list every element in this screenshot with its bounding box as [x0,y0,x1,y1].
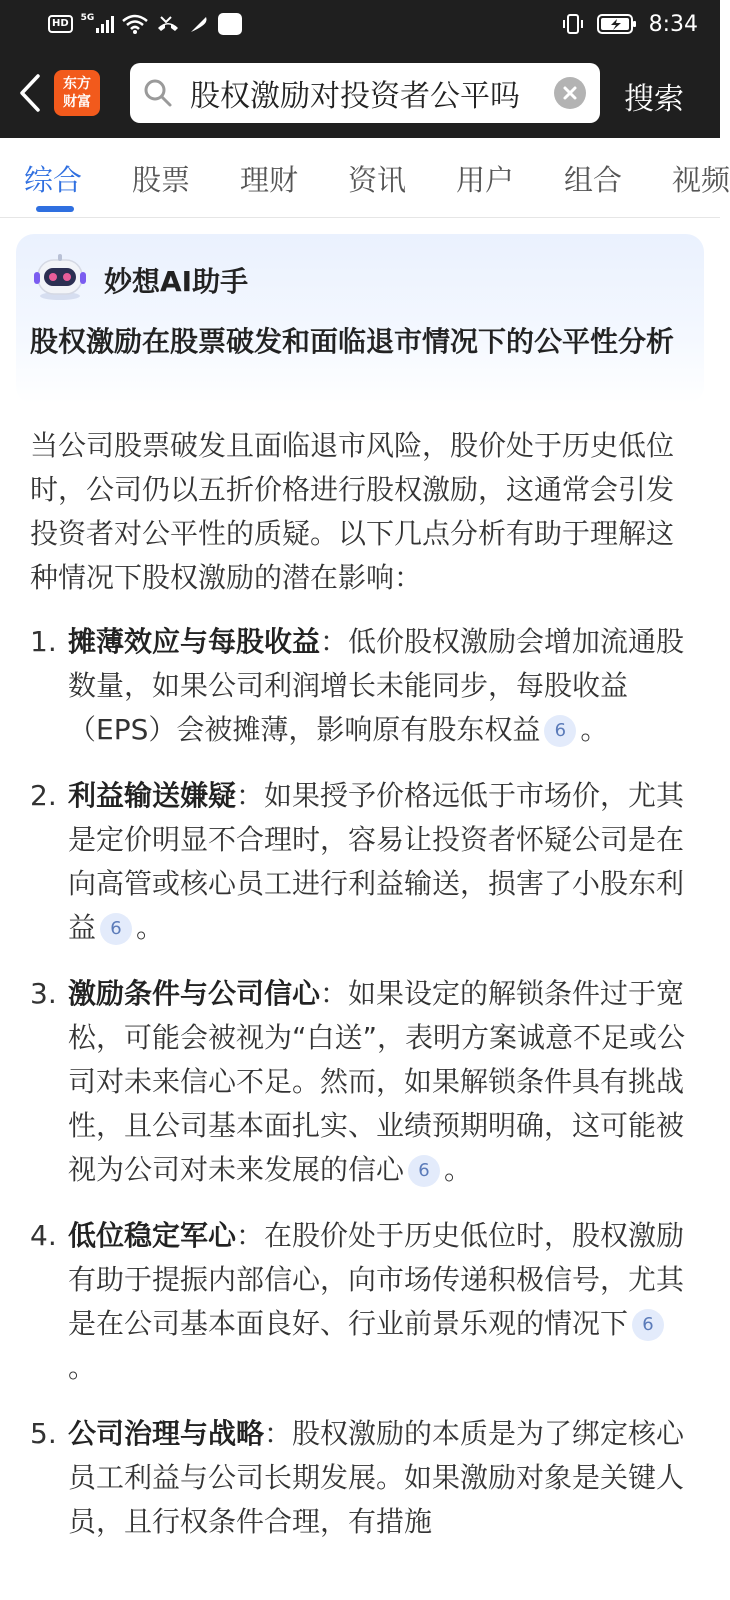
search-query-text[interactable]: 股权激励对投资者公平吗 [190,79,520,114]
network-type-label: 5G [80,13,95,23]
list-item-title: 摊薄效应与每股收益 [68,625,321,658]
list-item-title: 低位稳定军心 [68,1219,237,1252]
list-item [30,774,690,950]
clock: 8:34 [648,11,698,37]
list-item [30,1214,690,1390]
list-item [30,972,690,1192]
tab-comprehensive[interactable]: 综合 [24,163,83,197]
tab-video[interactable]: 视频 [672,163,730,197]
list-item-text: 在股价处于历史低位时，股权激励有助于提振内部信心，向市场传递积极信号，尤其是在公司基本面良好、行业前景乐观的情况下 [68,1219,685,1340]
list-item-title: 公司治理与战略 [68,1417,265,1450]
citation-badge[interactable]: 6 [100,913,132,945]
analysis-list [30,620,690,1566]
status-icons-right [561,10,698,38]
answer-intro: 当公司股票破发且面临退市风险，股价处于历史低位时，公司仍以五折价格进行股权激励，这通常会引发投资者对公平性的质疑。以下几点分析有助于理解这种情况下股权激励的潜在影响： [30,429,675,594]
list-item [30,620,690,752]
tab-users[interactable]: 用户 [456,163,515,197]
list-item-separator: ： [320,625,349,658]
list-item-separator: ： [264,1417,293,1450]
tab-news[interactable]: 资讯 [348,163,407,197]
list-item-text: 低价股权激励会增加流通股数量，如果公司利润增长未能同步，每股收益（EPS）会被摊薄，影响原有股东权益 [68,625,685,746]
citation-badge[interactable]: 6 [544,715,576,747]
tab-stocks[interactable]: 股票 [132,163,191,197]
list-item-separator: ： [236,779,265,812]
wifi-icon [122,14,148,34]
signal-icon [96,15,114,33]
list-item-end: 。 [136,911,165,944]
search-icon [142,77,174,109]
logo-text-line2: 财富 [63,94,91,110]
hd-icon: HD [48,15,73,33]
citation-badge[interactable]: 6 [632,1309,664,1341]
app-logo [54,70,100,116]
logo-text-line1: 东方 [63,76,91,92]
list-item-end: 。 [444,1153,473,1186]
category-tabs [0,138,730,218]
close-icon [562,85,578,101]
vibrate-icon [561,12,585,36]
status-bar [0,0,720,48]
list-item-number: 2. [30,779,57,812]
list-item [30,1412,690,1544]
feather-app-icon [188,14,210,34]
list-item-text: 股权激励的本质是为了绑定核心员工利益与公司长期发展。如果激励对象是关键人员，且行权条件合理，有措施 [68,1417,685,1538]
list-item-number: 5. [30,1417,57,1450]
clear-search-button[interactable] [554,77,586,109]
app-notification-icon [218,13,242,35]
list-item-number: 3. [30,977,57,1010]
active-tab-indicator [36,206,74,212]
chevron-left-icon [18,73,42,113]
ai-robot-avatar-icon [32,252,88,302]
back-button[interactable] [12,70,48,116]
search-input[interactable] [130,63,600,123]
tab-wealth[interactable]: 理财 [240,163,299,197]
list-item-number: 4. [30,1219,57,1252]
battery-icon [597,13,637,35]
list-item-title: 激励条件与公司信心 [68,977,321,1010]
ai-assistant-name: 妙想AI助手 [104,265,249,298]
answer-heading: 股权激励在股票破发和面临退市情况下的公平性分析 [30,325,675,358]
missed-call-icon [156,14,180,34]
list-item-text: 如果设定的解锁条件过于宽松，可能会被视为“白送”，表明方案诚意不足或公司对未来信心不足。然而，如果解锁条件具有挑战性，且公司基本面扎实、业绩预期明确，这可能被视为公司对未来发展的信心 [68,977,686,1186]
list-item-end: 。 [580,713,609,746]
list-item-separator: ： [320,977,349,1010]
list-item-separator: ： [236,1219,265,1252]
citation-badge[interactable]: 6 [408,1155,440,1187]
list-item-text: 如果授予价格远低于市场价，尤其是定价明显不合理时，容易让投资者怀疑公司是在向高管或核心员工进行利益输送，损害了小股东利益 [68,779,685,944]
list-item-end: 。 [68,1351,97,1384]
list-item-title: 利益输送嫌疑 [68,779,237,812]
search-header [0,48,720,138]
tab-portfolio[interactable]: 组合 [564,163,623,197]
search-button[interactable]: 搜索 [624,82,684,117]
status-icons-left [48,12,242,36]
list-item-number: 1. [30,625,57,658]
